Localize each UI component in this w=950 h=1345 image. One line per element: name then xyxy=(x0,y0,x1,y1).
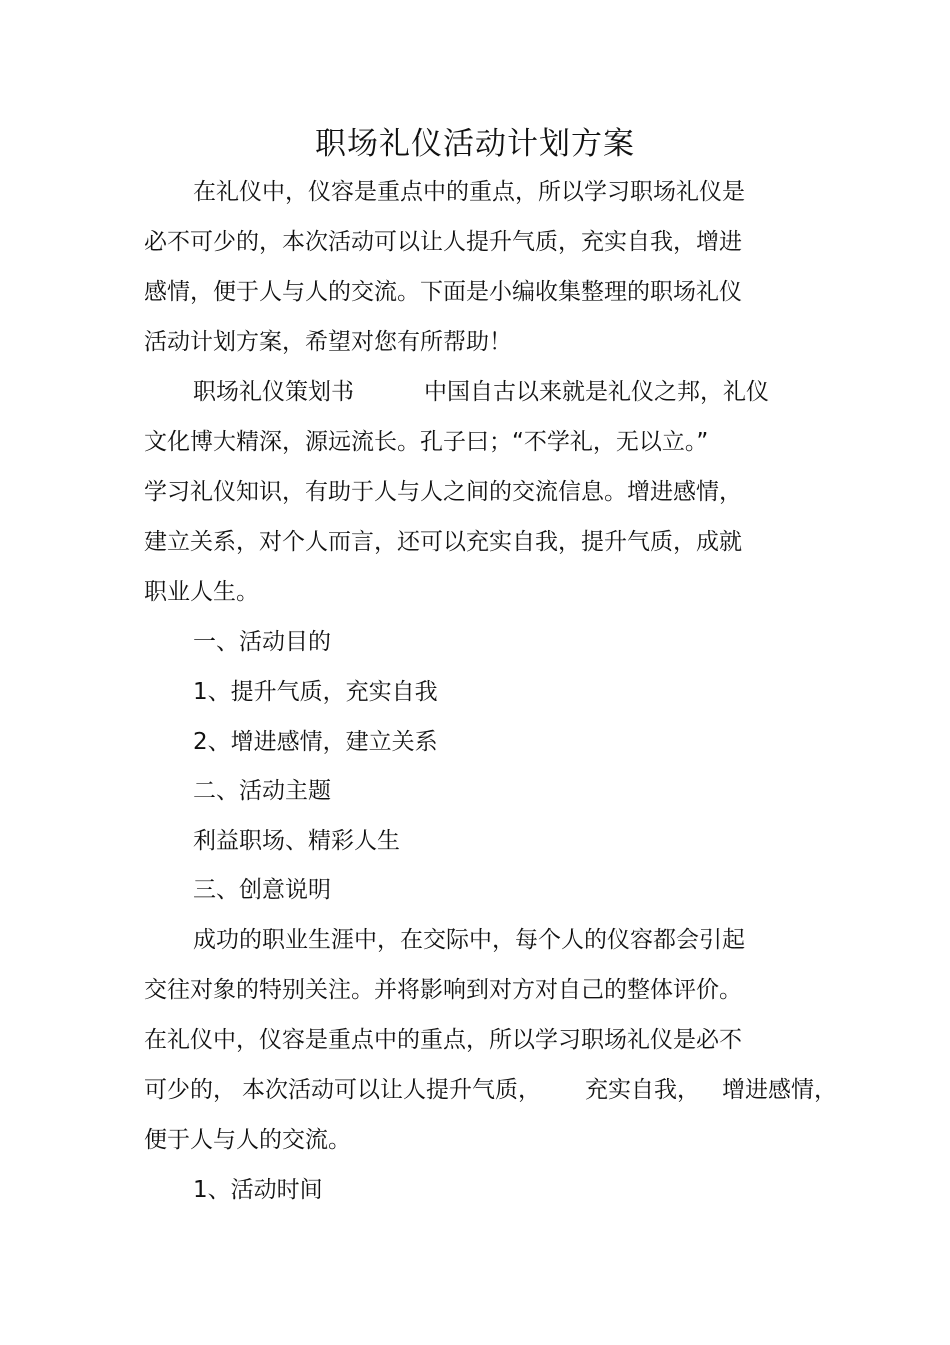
section-3-line-4-b: 本次活动可以让人提升气质， xyxy=(242,1077,541,1103)
plan-line-4: 建立关系，对个人而言，还可以充实自我，提升气质，成就 xyxy=(144,529,742,555)
section-1-item-2: 2、增进感情，建立关系 xyxy=(193,729,438,755)
intro-line-2: 必不可少的，本次活动可以让人提升气质，充实自我，增进 xyxy=(144,229,742,255)
plan-first-text: 中国自古以来就是礼仪之邦，礼仪 xyxy=(424,379,769,405)
intro-line-4: 活动计划方案，希望对您有所帮助！ xyxy=(144,329,512,355)
section-3-line-3: 在礼仪中，仪容是重点中的重点，所以学习职场礼仪是必不 xyxy=(144,1027,742,1053)
section-3-line-1: 成功的职业生涯中，在交际中，每个人的仪容都会引起 xyxy=(193,927,745,953)
section-3-line-4-a: 可少的， xyxy=(144,1077,236,1103)
section-1-item-1: 1、提升气质，充实自我 xyxy=(193,679,438,705)
plan-line-3: 学习礼仪知识，有助于人与人之间的交流信息。增进感情， xyxy=(144,479,742,505)
section-3-line-4-c: 充实自我， xyxy=(585,1077,700,1103)
document-title: 职场礼仪活动计划方案 xyxy=(315,126,635,162)
intro-line-3: 感情，便于人与人的交流。下面是小编收集整理的职场礼仪 xyxy=(144,279,742,305)
section-3-line-5: 便于人与人的交流。 xyxy=(144,1127,351,1153)
sub-heading-activity-time: 1、活动时间 xyxy=(193,1177,323,1203)
section-3-line-4-d: 增进感情， xyxy=(722,1077,837,1103)
section-3-line-2: 交往对象的特别关注。并将影响到对方对自己的整体评价。 xyxy=(144,977,742,1003)
section-3-heading: 三、创意说明 xyxy=(193,877,331,903)
section-2-heading: 二、活动主题 xyxy=(193,778,331,804)
section-3-line-4 xyxy=(144,1073,837,1107)
plan-line-5: 职业人生。 xyxy=(144,579,259,605)
section-2-text: 利益职场、精彩人生 xyxy=(193,828,400,854)
plan-first-line xyxy=(193,375,769,409)
section-1-heading: 一、活动目的 xyxy=(193,629,331,655)
plan-label: 职场礼仪策划书 xyxy=(193,379,354,405)
plan-line-2: 文化博大精深，源远流长。孔子曰；“不学礼，无以立。” xyxy=(144,429,709,455)
intro-line-1: 在礼仪中，仪容是重点中的重点，所以学习职场礼仪是 xyxy=(193,179,745,205)
